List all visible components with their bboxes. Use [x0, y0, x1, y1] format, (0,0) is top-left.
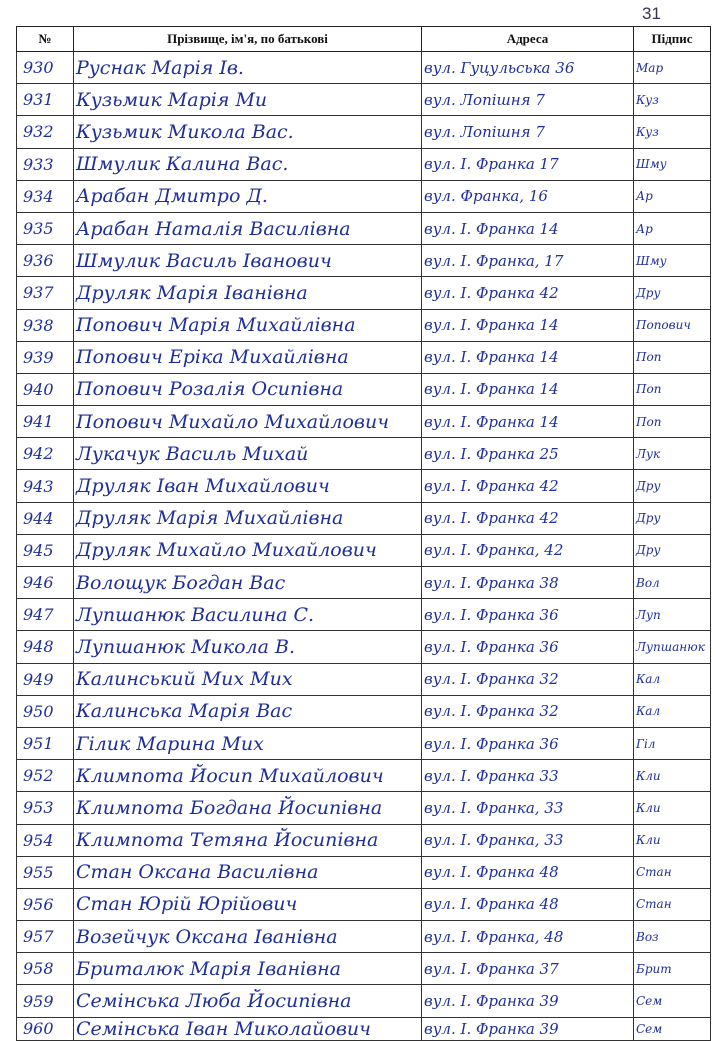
row-number: 936 — [17, 245, 74, 277]
signature: Брит — [634, 953, 711, 985]
table-row — [17, 824, 711, 856]
address: вул. І. Франка 37 — [422, 953, 634, 985]
table-row — [17, 695, 711, 727]
full-name: Руснак Марія Ів. — [74, 52, 422, 84]
signature: Куз — [634, 116, 711, 148]
row-number: 956 — [17, 888, 74, 920]
address: вул. І. Франка 14 — [422, 373, 634, 405]
full-name: Семінська Іван Миколайович — [74, 1017, 422, 1040]
row-number: 935 — [17, 212, 74, 244]
signature: Шму — [634, 245, 711, 277]
address: вул. І. Франка 36 — [422, 631, 634, 663]
row-number: 933 — [17, 148, 74, 180]
address: вул. Гуцульська 36 — [422, 52, 634, 84]
row-number: 934 — [17, 180, 74, 212]
table-row — [17, 116, 711, 148]
full-name: Попович Марія Михайлівна — [74, 309, 422, 341]
signature: Гіл — [634, 727, 711, 759]
full-name: Друляк Марія Михайлівна — [74, 502, 422, 534]
page-number: 31 — [642, 4, 661, 23]
row-number: 939 — [17, 341, 74, 373]
table-row — [17, 373, 711, 405]
signature: Поп — [634, 341, 711, 373]
table-row — [17, 792, 711, 824]
address: вул. Франка, 16 — [422, 180, 634, 212]
address: вул. І. Франка 14 — [422, 309, 634, 341]
table-row — [17, 277, 711, 309]
full-name: Климпота Йосип Михайлович — [74, 760, 422, 792]
header-signature: Підпис — [634, 27, 711, 52]
signature: Ар — [634, 180, 711, 212]
signature: Поп — [634, 406, 711, 438]
table-row — [17, 438, 711, 470]
signature: Кли — [634, 760, 711, 792]
address: вул. І. Франка 48 — [422, 888, 634, 920]
signature: Воз — [634, 921, 711, 953]
full-name: Климпота Тетяна Йосипівна — [74, 824, 422, 856]
row-number: 954 — [17, 824, 74, 856]
row-number: 937 — [17, 277, 74, 309]
row-number: 958 — [17, 953, 74, 985]
row-number: 940 — [17, 373, 74, 405]
row-number: 944 — [17, 502, 74, 534]
table-row — [17, 953, 711, 985]
address: вул. І. Франка 36 — [422, 599, 634, 631]
row-number: 941 — [17, 406, 74, 438]
table-row — [17, 921, 711, 953]
address: вул. І. Франка, 42 — [422, 534, 634, 566]
signature: Лук — [634, 438, 711, 470]
table-row — [17, 52, 711, 84]
signature: Мар — [634, 52, 711, 84]
address: вул. І. Франка 14 — [422, 341, 634, 373]
row-number: 955 — [17, 856, 74, 888]
address: вул. І. Франка 42 — [422, 502, 634, 534]
address: вул. І. Франка 36 — [422, 727, 634, 759]
full-name: Попович Михайло Михайлович — [74, 406, 422, 438]
full-name: Бриталюк Марія Іванівна — [74, 953, 422, 985]
full-name: Стан Оксана Василівна — [74, 856, 422, 888]
table-row — [17, 599, 711, 631]
header-address: Адреса — [422, 27, 634, 52]
row-number: 948 — [17, 631, 74, 663]
table-row — [17, 888, 711, 920]
signature: Кли — [634, 824, 711, 856]
header-full-name: Прізвище, ім'я, по батькові — [74, 27, 422, 52]
row-number: 947 — [17, 599, 74, 631]
address: вул. І. Франка 38 — [422, 567, 634, 599]
address: вул. І. Франка 32 — [422, 663, 634, 695]
address: вул. І. Франка, 17 — [422, 245, 634, 277]
table-row — [17, 180, 711, 212]
row-number: 960 — [17, 1017, 74, 1040]
row-number: 953 — [17, 792, 74, 824]
full-name: Попович Еріка Михайлівна — [74, 341, 422, 373]
address: вул. І. Франка, 33 — [422, 824, 634, 856]
table-row — [17, 985, 711, 1017]
table-row — [17, 534, 711, 566]
row-number: 950 — [17, 695, 74, 727]
row-number: 931 — [17, 84, 74, 116]
table-row — [17, 309, 711, 341]
signature: Стан — [634, 888, 711, 920]
table-row — [17, 567, 711, 599]
signature: Лупшанюк — [634, 631, 711, 663]
table-row — [17, 212, 711, 244]
row-number: 959 — [17, 985, 74, 1017]
signature: Сем — [634, 985, 711, 1017]
table-row — [17, 341, 711, 373]
address: вул. І. Франка 25 — [422, 438, 634, 470]
signature: Попович — [634, 309, 711, 341]
signature: Кал — [634, 695, 711, 727]
full-name: Друляк Марія Іванівна — [74, 277, 422, 309]
full-name: Лупшанюк Василина С. — [74, 599, 422, 631]
address: вул. І. Франка 32 — [422, 695, 634, 727]
table-row — [17, 727, 711, 759]
address: вул. І. Франка, 33 — [422, 792, 634, 824]
full-name: Гілик Марина Мих — [74, 727, 422, 759]
address: вул. І. Франка 39 — [422, 985, 634, 1017]
address: вул. І. Франка 14 — [422, 406, 634, 438]
address: вул. І. Франка 42 — [422, 470, 634, 502]
signature-list-table — [16, 26, 711, 1041]
signature: Ар — [634, 212, 711, 244]
table-row — [17, 631, 711, 663]
address: вул. І. Франка 14 — [422, 212, 634, 244]
header-number: № — [17, 27, 74, 52]
table-row — [17, 760, 711, 792]
full-name: Лупшанюк Микола В. — [74, 631, 422, 663]
full-name: Волощук Богдан Вас — [74, 567, 422, 599]
full-name: Арабан Дмитро Д. — [74, 180, 422, 212]
signature: Дру — [634, 470, 711, 502]
signature: Кал — [634, 663, 711, 695]
signature: Кли — [634, 792, 711, 824]
row-number: 938 — [17, 309, 74, 341]
signature: Стан — [634, 856, 711, 888]
row-number: 957 — [17, 921, 74, 953]
signature: Луп — [634, 599, 711, 631]
table-row — [17, 1017, 711, 1040]
signature: Шму — [634, 148, 711, 180]
address: вул. І. Франка 33 — [422, 760, 634, 792]
full-name: Лукачук Василь Михай — [74, 438, 422, 470]
signature: Сем — [634, 1017, 711, 1040]
full-name: Шмулик Калина Вас. — [74, 148, 422, 180]
row-number: 946 — [17, 567, 74, 599]
address: вул. І. Франка 17 — [422, 148, 634, 180]
table-row — [17, 245, 711, 277]
address: вул. І. Франка 42 — [422, 277, 634, 309]
table-row — [17, 502, 711, 534]
address: вул. І. Франка 39 — [422, 1017, 634, 1040]
row-number: 942 — [17, 438, 74, 470]
table-header-row — [17, 27, 711, 52]
table-row — [17, 663, 711, 695]
full-name: Семінська Люба Йосипівна — [74, 985, 422, 1017]
full-name: Стан Юрій Юрійович — [74, 888, 422, 920]
signature: Вол — [634, 567, 711, 599]
signature: Куз — [634, 84, 711, 116]
full-name: Друляк Михайло Михайлович — [74, 534, 422, 566]
address: вул. Лопішня 7 — [422, 84, 634, 116]
row-number: 951 — [17, 727, 74, 759]
row-number: 932 — [17, 116, 74, 148]
row-number: 949 — [17, 663, 74, 695]
full-name: Кузьмик Микола Вас. — [74, 116, 422, 148]
table-row — [17, 470, 711, 502]
table-body — [17, 52, 711, 1041]
full-name: Кузьмик Марія Ми — [74, 84, 422, 116]
table-row — [17, 856, 711, 888]
table-row — [17, 148, 711, 180]
row-number: 952 — [17, 760, 74, 792]
full-name: Возейчук Оксана Іванівна — [74, 921, 422, 953]
row-number: 945 — [17, 534, 74, 566]
full-name: Шмулик Василь Іванович — [74, 245, 422, 277]
table-row — [17, 84, 711, 116]
full-name: Попович Розалія Осипівна — [74, 373, 422, 405]
address: вул. І. Франка, 48 — [422, 921, 634, 953]
address: вул. Лопішня 7 — [422, 116, 634, 148]
signature: Дру — [634, 534, 711, 566]
signature: Дру — [634, 277, 711, 309]
row-number: 930 — [17, 52, 74, 84]
table-row — [17, 406, 711, 438]
full-name: Климпота Богдана Йосипівна — [74, 792, 422, 824]
full-name: Калинський Мих Мих — [74, 663, 422, 695]
full-name: Арабан Наталія Василівна — [74, 212, 422, 244]
full-name: Калинська Марія Вас — [74, 695, 422, 727]
full-name: Друляк Іван Михайлович — [74, 470, 422, 502]
row-number: 943 — [17, 470, 74, 502]
signature: Поп — [634, 373, 711, 405]
address: вул. І. Франка 48 — [422, 856, 634, 888]
signature: Дру — [634, 502, 711, 534]
